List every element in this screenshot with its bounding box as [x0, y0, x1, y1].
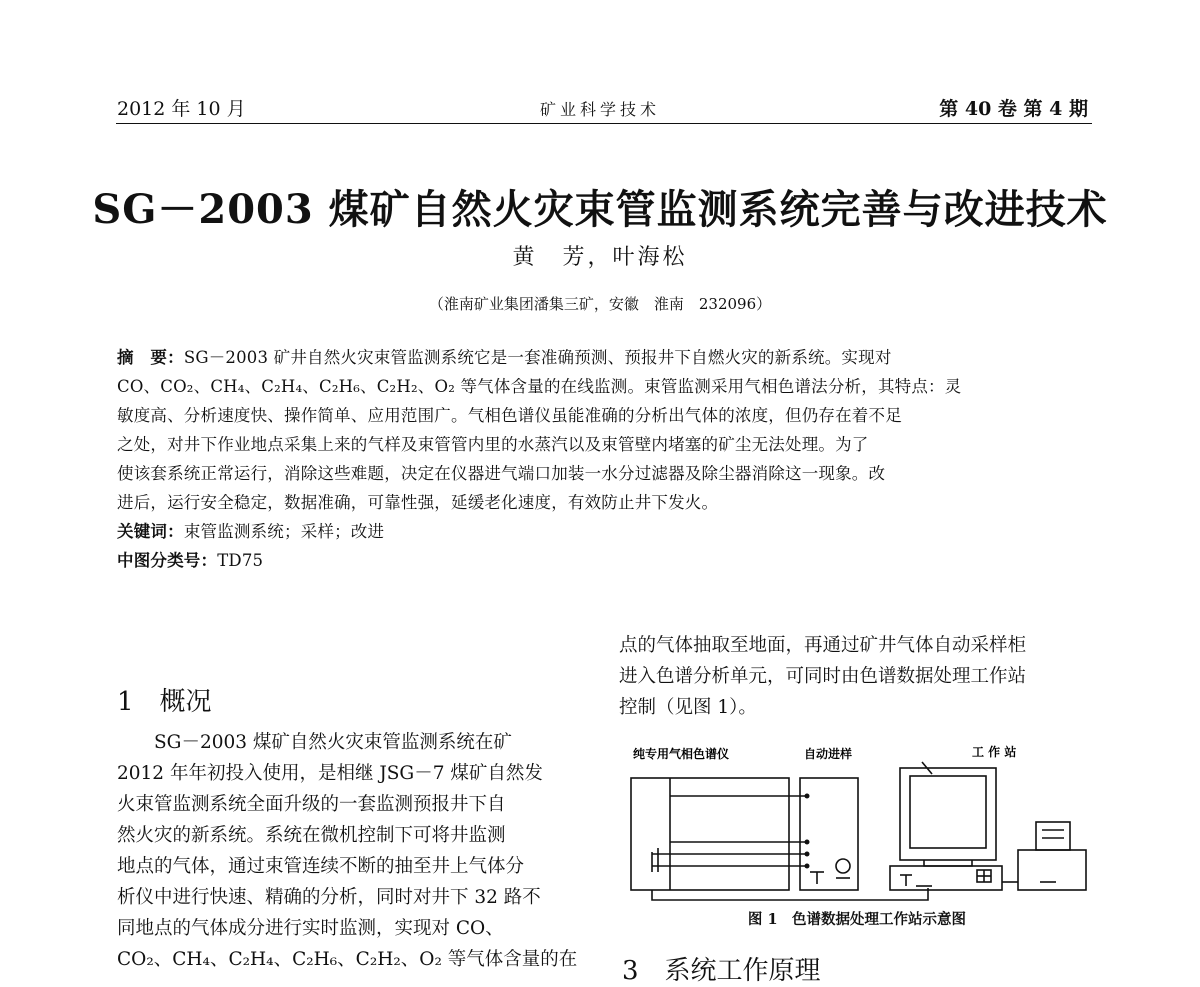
- header-date: 2012 年 10 月: [117, 98, 246, 120]
- body-line: SG－2003 煤矿自然火灾束管监测系统在矿: [117, 732, 512, 753]
- abstract-line: 使该套系统正常运行，消除这些难题，决定在仪器进气端口加装一水分过滤器及除尘器消除这一现象。改: [117, 464, 886, 483]
- paper-title: SG－2003 煤矿自然火灾束管监测系统完善与改进技术: [92, 186, 1108, 233]
- abstract-line: CO、CO₂、CH₄、C₂H₄、C₂H₆、C₂H₂、O₂ 等气体含量的在线监测。束管监测采用气相色谱法分析，其特点：灵: [117, 377, 962, 396]
- keywords: 关键词：束管监测系统；采样；改进: [117, 522, 385, 541]
- body-line: 进入色谱分析单元，可同时由色谱数据处理工作站: [619, 666, 1027, 687]
- classification-number: 中图分类号：TD75: [117, 551, 264, 570]
- abstract-label: 摘 要：: [117, 348, 184, 367]
- section-heading-1: 1 概况: [117, 687, 212, 717]
- figure-1-caption: 图 1 色谱数据处理工作站示意图: [747, 911, 967, 928]
- figure-1-diagram: [628, 740, 1090, 905]
- abstract-line: 进后，运行安全稳定，数据准确，可靠性强，延缓老化速度，有效防止井下发火。: [117, 493, 719, 512]
- body-line: 析仪中进行快速、精确的分析，同时对井下 32 路不: [117, 887, 541, 908]
- header-rule: [116, 123, 1092, 124]
- abstract-line: 摘 要：SG－2003 矿井自然火灾束管监测系统它是一套准确预测、预报井下自燃火灾的新系统。实现对: [117, 348, 892, 367]
- printer: [1018, 850, 1086, 890]
- body-line: 同地点的气体成分进行实时监测，实现对 CO、: [117, 918, 504, 939]
- authors: 黄 芳，叶海松: [512, 245, 688, 270]
- journal-name: 矿业科学技术: [539, 100, 660, 119]
- abstract-line: 之处，对井下作业地点采集上来的气样及束管管内里的水蒸汽以及束管壁内堵塞的矿尘无法处理。为了: [117, 435, 869, 454]
- figure-label-workstation: 工 作 站: [972, 745, 1017, 759]
- body-line: 地点的气体，通过束管连续不断的抽至井上气体分: [117, 856, 525, 877]
- body-line: 然火灾的新系统。系统在微机控制下可将井监测: [117, 825, 506, 846]
- section-heading-3: 3 系统工作原理: [622, 956, 821, 986]
- body-line: 2012 年年初投入使用，是相继 JSG－7 煤矿自然发: [117, 763, 543, 784]
- figure-label-chromatograph: 纯专用气相色谱仪: [633, 747, 730, 761]
- body-line: CO₂、CH₄、C₂H₄、C₂H₆、C₂H₂、O₂ 等气体含量的在: [117, 949, 578, 970]
- figure-label-sampler: 自动进样: [804, 747, 853, 761]
- chromatograph-box: [631, 778, 789, 890]
- body-line: 点的气体抽取至地面，再通过矿井气体自动采样柜: [619, 635, 1027, 656]
- body-line: 控制（见图 1）。: [619, 697, 757, 718]
- monitor: [900, 768, 996, 860]
- volume-issue: 第 40 卷 第 4 期: [939, 98, 1088, 120]
- abstract-line: 敏度高、分析速度快、操作简单、应用范围广。气相色谱仪虽能准确的分析出气体的浓度，但仍存在着不足: [117, 406, 902, 425]
- affiliation: （淮南矿业集团潘集三矿，安徽 淮南 232096）: [428, 295, 772, 313]
- body-line: 火束管监测系统全面升级的一套监测预报井下自: [117, 794, 506, 815]
